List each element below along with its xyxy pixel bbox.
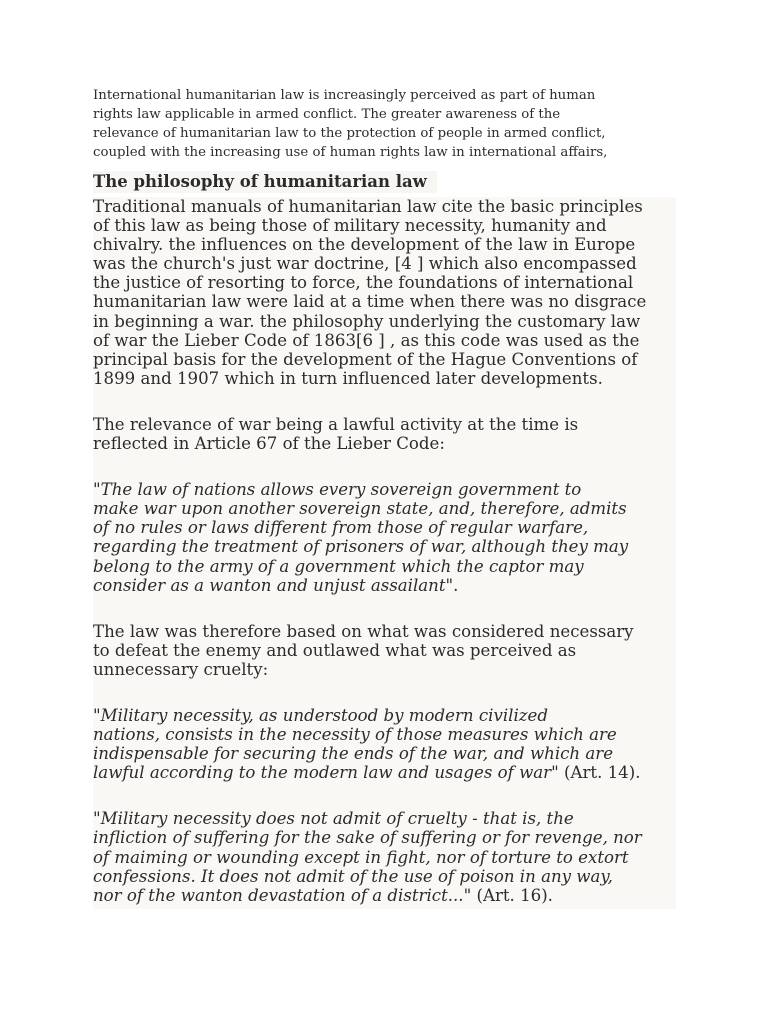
intro-paragraph: International humanitarian law is increasingly perceived as part of human rights law applicable in armed conflict. The greater awareness of the relevance of humanitarian law to the protection of people in armed conflict, coupled with the increasing use of human rights law in international affairs, — [93, 88, 608, 160]
quote-article-67 — [93, 480, 676, 595]
quote-text: Military necessity, as understood by modern civilized nations, consists in the necessity of those measures which are indispensable for securing the ends of the war, and which are lawful according to the modern law and usages of war — [93, 705, 617, 783]
paragraph-principles: Traditional manuals of humanitarian law cite the basic principles of this law as being those of military necessity, humanity and chivalry. the influences on the development of the law in Europe was the church's just war doctrine, [4 ] which also encompassed the justice of resorting to force, the foundations of international humanitarian law were laid at a time when there was no disgrace in beginning a war. the philosophy underlying the customary law of war the Lieber Code of 1863[6 ] , as this code was used as the principal basis for the development of the Hague Conventions of 1899 and 1907 which in turn influenced later developments. — [93, 197, 647, 388]
quote-article-16 — [93, 809, 676, 904]
quote-citation: " (Art. 14). — [551, 763, 641, 783]
paragraph-necessity: The law was therefore based on what was considered necessary to defeat the enemy and outlawed what was perceived as unnecessary cruelty: — [93, 621, 634, 679]
quote-citation: " (Art. 16). — [463, 885, 553, 905]
quote-close-mark: ". — [445, 575, 459, 595]
quote-open-mark: " — [93, 705, 101, 725]
section-heading: The philosophy of humanitarian law — [93, 171, 437, 193]
quote-text: Military necessity does not admit of cruelty - that is, the infliction of suffering for the sake of suffering or for revenge, nor of maiming or wounding except in fight, nor of torture to extort confessions. It does not admit of the use of poison in any way, nor of the wanton devastation of a district... — [93, 809, 642, 905]
quote-text: The law of nations allows every sovereign government to make war upon another sovereign state, and, therefore, admits of no rules or laws different from those of regular warfare, regarding the treatment of prisoners of war, although they may belong to the army of a government which the captor may consider as a wanton and unjust assailant — [93, 480, 629, 595]
document-page — [93, 86, 676, 909]
quote-open-mark: " — [93, 480, 101, 500]
quote-article-14 — [93, 706, 676, 782]
quote-open-mark: " — [93, 809, 101, 829]
section-body — [93, 197, 676, 909]
paragraph-article-67: The relevance of war being a lawful activity at the time is reflected in Article 67 of the Lieber Code: — [93, 414, 579, 454]
